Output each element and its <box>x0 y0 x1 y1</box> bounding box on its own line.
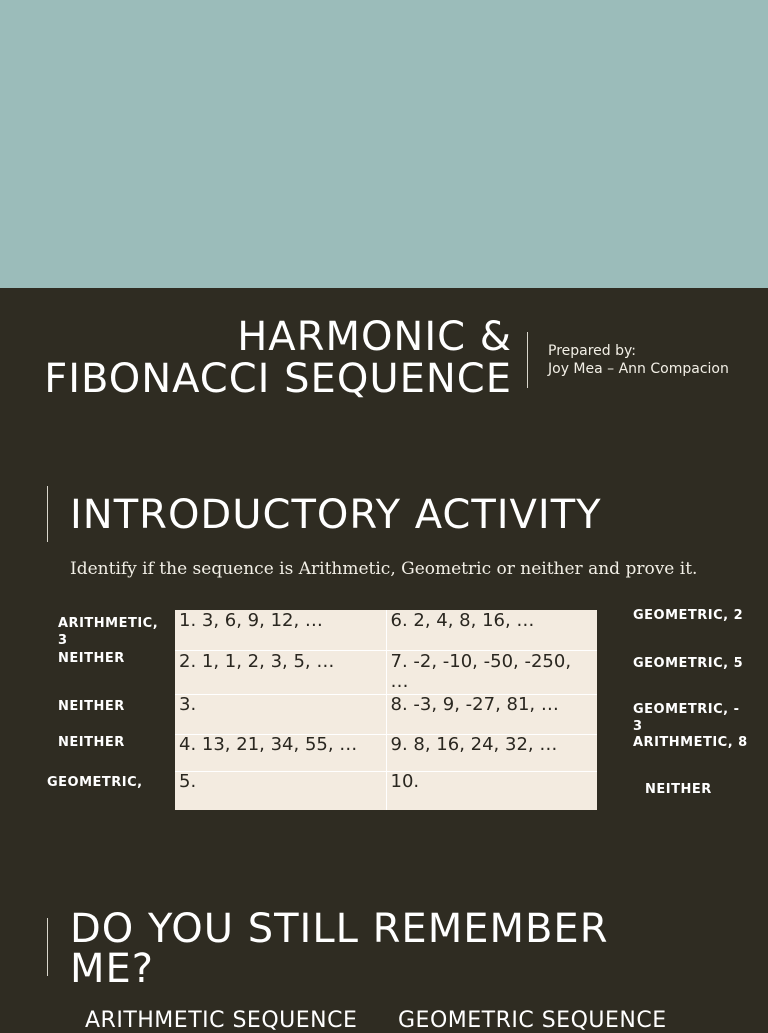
left-answer: ARITHMETIC, 3 <box>58 616 159 648</box>
table-row <box>175 694 597 734</box>
table-cell: 10. <box>390 770 420 792</box>
title-slide <box>0 288 768 448</box>
review-heading-line2: ME? <box>70 946 155 992</box>
table-cell: 9. 8, 16, 24, 32, … <box>386 734 597 771</box>
sequence-table <box>175 610 597 810</box>
table-row <box>175 650 597 694</box>
table-row <box>175 610 597 650</box>
left-answer: GEOMETRIC, <box>47 775 143 790</box>
table-cell: 6. 2, 4, 8, 16, … <box>386 610 597 650</box>
table-cell: 3. <box>175 694 386 734</box>
table-cell: 7. -2, -10, -50, -250, … <box>386 650 597 694</box>
table-row <box>175 734 597 771</box>
left-answer: NEITHER <box>58 651 125 666</box>
table-cell: 2. 1, 1, 2, 3, 5, … <box>175 650 386 694</box>
left-answer: NEITHER <box>58 699 125 714</box>
table-row <box>175 771 597 810</box>
main-title-line2: FIBONACCI SEQUENCE <box>44 356 512 402</box>
title-divider <box>527 332 528 388</box>
review-heading-line1: DO YOU STILL REMEMBER <box>70 906 609 952</box>
geometric-sequence-label: GEOMETRIC SEQUENCE <box>398 1008 667 1033</box>
left-answer: NEITHER <box>58 735 125 750</box>
prepared-label: Prepared by: <box>548 343 636 359</box>
table-cell: 8. -3, 9, -27, 81, … <box>386 694 597 734</box>
prepared-by <box>548 342 729 378</box>
right-answer: GEOMETRIC, - 3 <box>633 702 740 734</box>
intro-instruction: Identify if the sequence is Arithmetic, Geometric or neither and prove it. <box>70 559 698 579</box>
title-banner <box>0 0 768 288</box>
table-cell: 4. 13, 21, 34, 55, … <box>175 734 386 771</box>
main-title-line1: HARMONIC & <box>237 314 512 360</box>
review-heading <box>70 906 609 992</box>
right-answer: ARITHMETIC, 8 <box>633 735 748 750</box>
arithmetic-sequence-label: ARITHMETIC SEQUENCE <box>85 1008 358 1033</box>
right-answer: NEITHER <box>645 782 712 797</box>
intro-heading: INTRODUCTORY ACTIVITY <box>70 492 602 538</box>
right-answer: GEOMETRIC, 5 <box>633 656 744 671</box>
main-title <box>44 316 512 400</box>
table-cell: 1. 3, 6, 9, 12, … <box>175 610 386 650</box>
right-answer: GEOMETRIC, 2 <box>633 608 744 623</box>
review-accent-bar <box>47 918 48 976</box>
table-cell: 5. <box>175 771 386 810</box>
author-name: Joy Mea – Ann Compacion <box>548 361 729 377</box>
intro-accent-bar <box>47 486 48 542</box>
